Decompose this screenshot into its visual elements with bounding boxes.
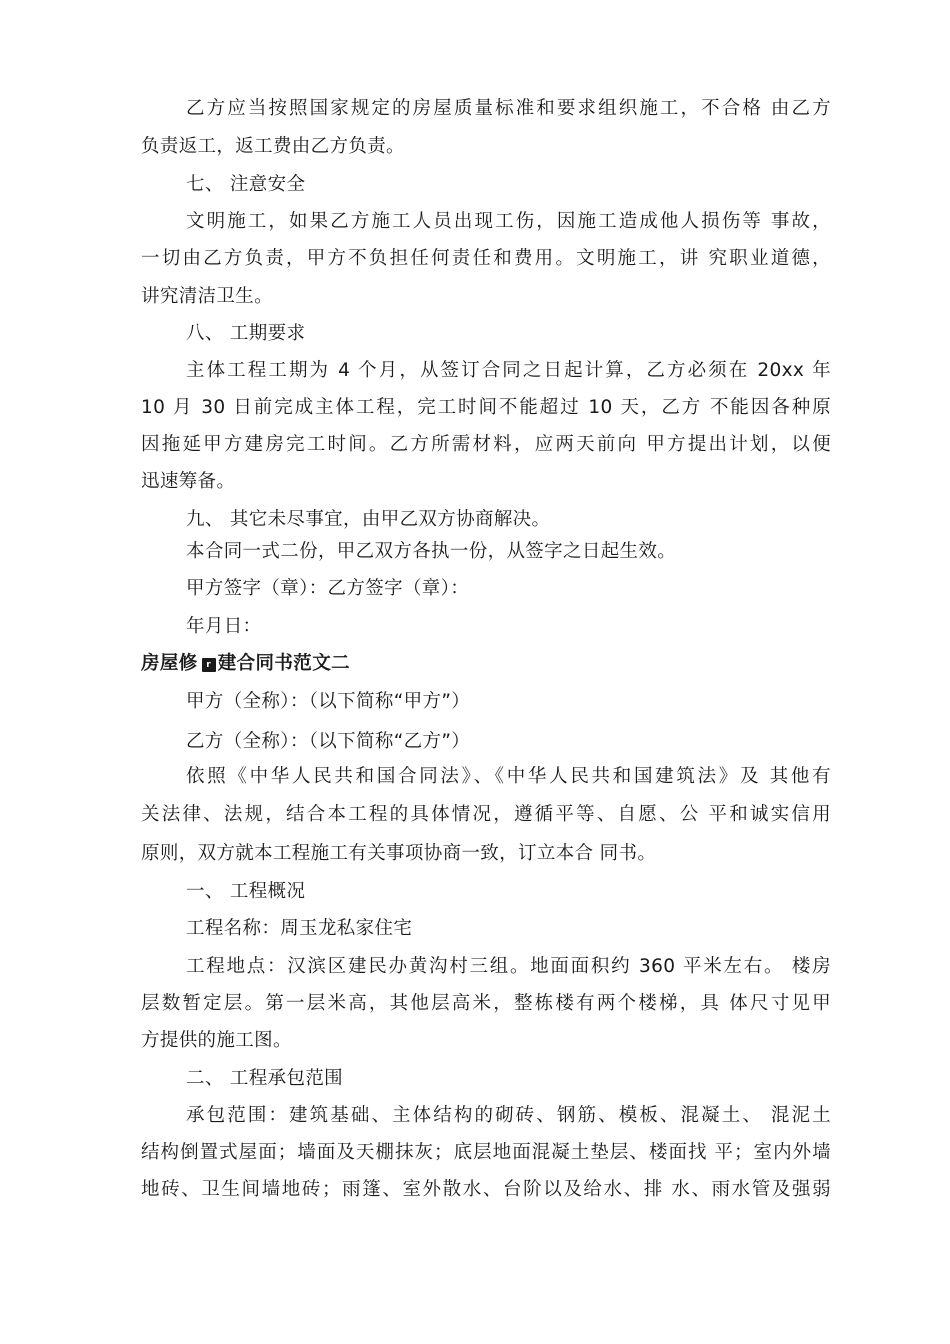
paragraph-line: 方提供的施工图。 [141,1030,292,1051]
paragraph-line: 地砖、卫生间墙地砖；雨篷、室外散水、台阶以及给水、排 水、雨水管及强弱 [141,1179,831,1200]
paragraph-line: 关法律、法规，结合本工程的具体情况，遵循平等、自愿、公 平和诚实信用 [141,804,831,825]
paragraph-line: 文明施工，如果乙方施工人员出现工伤，因施工造成他人损伤等 事故， [186,211,831,232]
title-part-1: 房屋修 [141,653,198,674]
stamp-glyph-icon: r [202,658,216,672]
signature-line: 甲方签字（章）：乙方签字（章）： [186,578,470,599]
paragraph-line: 层数暂定层。第一层米高，其他层高米，整栋楼有两个楼梯，具 体尺寸见甲 [141,993,831,1014]
section-heading-other: 九、 其它未尽事宜，由甲乙双方协商解决。 [186,509,551,530]
paragraph-line: 本合同一式二份，甲乙双方各执一份，从签字之日起生效。 [186,541,677,562]
section-heading-safety: 七、 注意安全 [186,174,306,195]
party-a-line: 甲方（全称）：（以下简称“甲方”） [186,691,471,712]
paragraph-line: 乙方应当按照国家规定的房屋质量标准和要求组织施工，不合格 由乙方 [186,98,831,119]
paragraph-line: 一切由乙方负责，甲方不负担任何责任和费用。文明施工，讲 究职业道德， [141,248,831,269]
paragraph-line: 因拖延甲方建房完工时间。乙方所需材料，应两天前向 甲方提出计划，以便 [141,434,831,455]
paragraph-line: 主体工程工期为 4 个月，从签订合同之日起计算，乙方必须在 20xx 年 [186,360,831,381]
paragraph-line: 原则，双方就本工程施工有关事项协商一致，订立本合 同书。 [141,843,657,864]
paragraph-line: 讲究清洁卫生。 [141,286,273,307]
section-heading-schedule: 八、 工期要求 [186,323,306,344]
paragraph-line: 工程地点：汉滨区建民办黄沟村三组。地面面积约 360 平米左右。 楼房 [186,956,831,977]
date-line: 年月日： [186,616,262,637]
paragraph-line: 结构倒置式屋面；墙面及天棚抹灰；底层地面混凝土垫层、楼面找 平；室内外墙 [141,1142,831,1163]
title-part-2: 建合同书范文二 [217,653,351,674]
section-heading-overview: 一、 工程概况 [186,881,306,902]
paragraph-line: 依照《中华人民共和国合同法》、《中华人民共和国建筑法》及 其他有 [186,766,831,787]
paragraph-line: 10 月 30 日前完成主体工程，完工时间不能超过 10 天，乙方 不能因各种原 [141,397,831,418]
document-title [141,651,831,677]
section-heading-scope: 二、 工程承包范围 [186,1068,344,1089]
paragraph-line: 负责返工，返工费由乙方负责。 [141,136,405,157]
paragraph-line: 迅速筹备。 [141,471,236,492]
project-name-line: 工程名称：周玉龙私家住宅 [186,918,413,939]
party-b-line: 乙方（全称）：（以下简称“乙方”） [186,731,471,752]
paragraph-line: 承包范围：建筑基础、主体结构的砌砖、钢筋、模板、混凝土、 混泥土 [186,1105,831,1126]
